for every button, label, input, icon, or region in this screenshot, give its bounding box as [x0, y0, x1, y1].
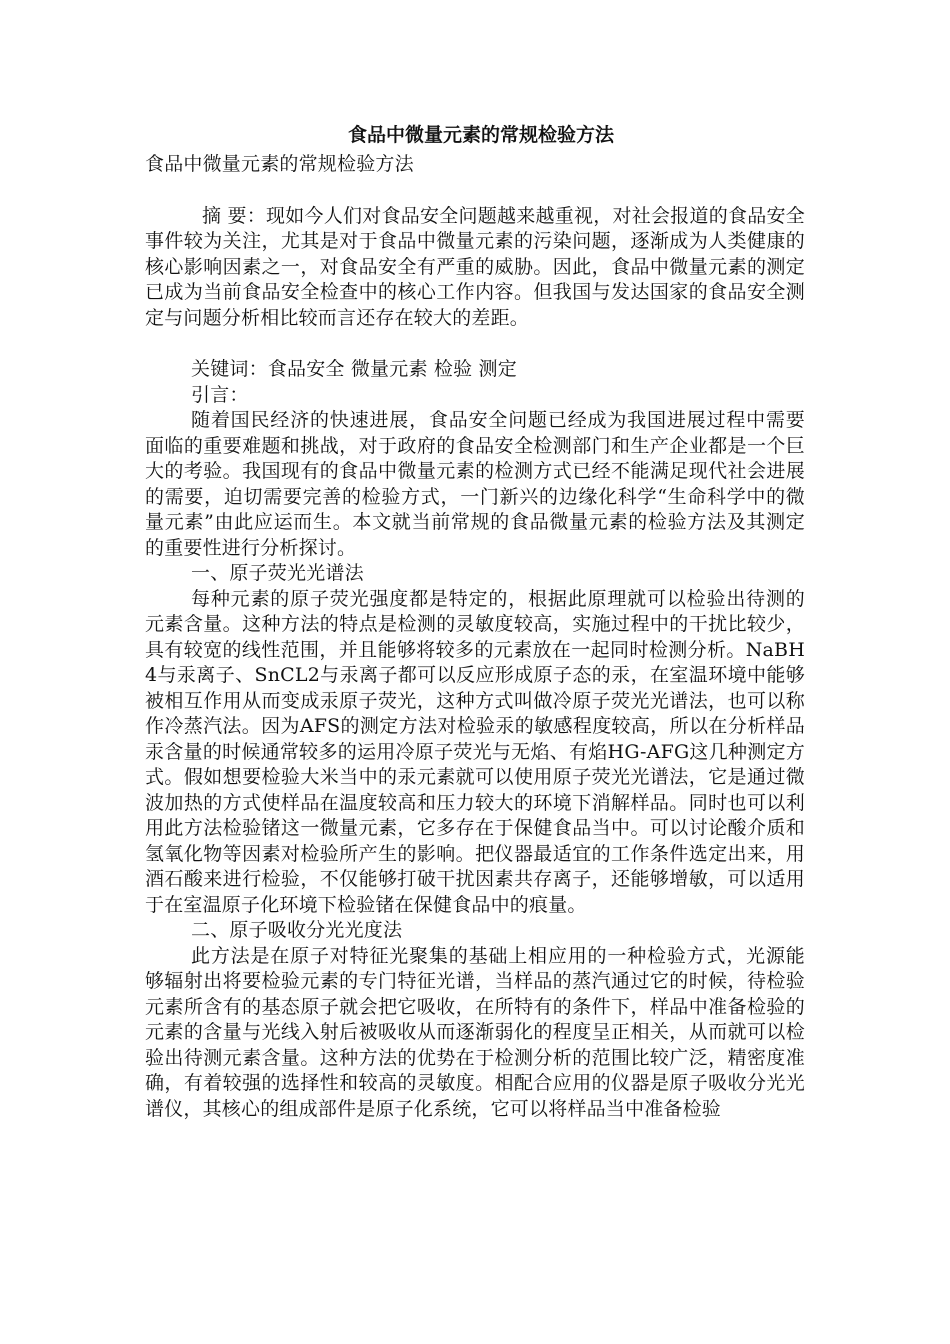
document-subtitle: 食品中微量元素的常规检验方法: [145, 153, 414, 175]
keywords-line: 关键词：食品安全 微量元素 检验 测定: [191, 358, 517, 380]
section-heading-aas: 二、原子吸收分光光度法: [191, 919, 403, 941]
intro-paragraph: 随着国民经济的快速进展，食品安全问题已经成为我国进展过程中需要面临的重要难题和挑战，对于政府的食品安全检测部门和生产企业都是一个巨大的考验。我国现有的食品中微量元素的检测方式已经不能满足现代社会进展的需要，迫切需要完善的检验方式，一门新兴的边缘化科学“生命科学中的微量元素”由此应运而生。本文就当前常规的食品微量元素的检验方法及其测定的重要性进行分析探讨。: [145, 409, 805, 559]
abstract-paragraph: 摘 要：现如今人们对食品安全问题越来越重视，对社会报道的食品安全事件较为关注，尤其是对于食品中微量元素的污染问题，逐渐成为人类健康的核心影响因素之一，对食品安全有严重的威胁。因此，食品中微量元素的测定已成为当前食品安全检查中的核心工作内容。但我国与发达国家的食品安全测定与问题分析相比较而言还存在较大的差距。: [145, 204, 805, 329]
document-title: 食品中微量元素的常规检验方法: [347, 124, 614, 146]
document-page: [145, 118, 805, 1122]
intro-label: 引言：: [191, 383, 249, 406]
section-heading-afs: 一、原子荧光光谱法: [191, 562, 364, 584]
section-body-aas: 此方法是在原子对特征光聚集的基础上相应用的一种检验方式，光源能够辐射出将要检验元素的专门特征光谱，当样品的蒸汽通过它的时候，待检验元素所含有的基态原子就会把它吸收，在所特有的条件下，样品中准备检验的元素的含量与光线入射后被吸收从而逐渐弱化的程度呈正相关，从而就可以检验出待测元素含量。这种方法的优势在于检测分析的范围比较广泛，精密度准确，有着较强的选择性和较高的灵敏度。相配合应用的仪器是原子吸收分光光谱仪，其核心的组成部件是原子化系统，它可以将样品当中准备检验: [145, 944, 805, 1120]
section-body-afs: 每种元素的原子荧光强度都是特定的，根据此原理就可以检验出待测的元素含量。这种方法的特点是检测的灵敏度较高，实施过程中的干扰比较少，具有较宽的线性范围，并且能够将较多的元素放在一起同时检测分析。NaBH4与汞离子、SnCL2与汞离子都可以反应形成原子态的汞，在室温环境中能够被相互作用从而变成汞原子荧光，这种方式叫做冷原子荧光光谱法，也可以称作冷蒸汽法。因为AFS的测定方法对检验汞的敏感程度较高，所以在分析样品汞含量的时候通常较多的运用冷原子荧光与无焰、有焰HG-AFG这几种测定方式。假如想要检验大米当中的汞元素就可以使用原子荧光光谱法，它是通过微波加热的方式使样品在温度较高和压力较大的环境下消解样品。同时也可以利用此方法检验锗这一微量元素，它多存在于保健食品当中。可以讨论酸介质和氢氧化物等因素对检验所产生的影响。把仪器最适宜的工作条件选定出来，用酒石酸来进行检验，不仅能够打破干扰因素共存离子，还能够增敏，可以适用于在室温原子化环境下检验锗在保健食品中的痕量。: [145, 587, 805, 916]
